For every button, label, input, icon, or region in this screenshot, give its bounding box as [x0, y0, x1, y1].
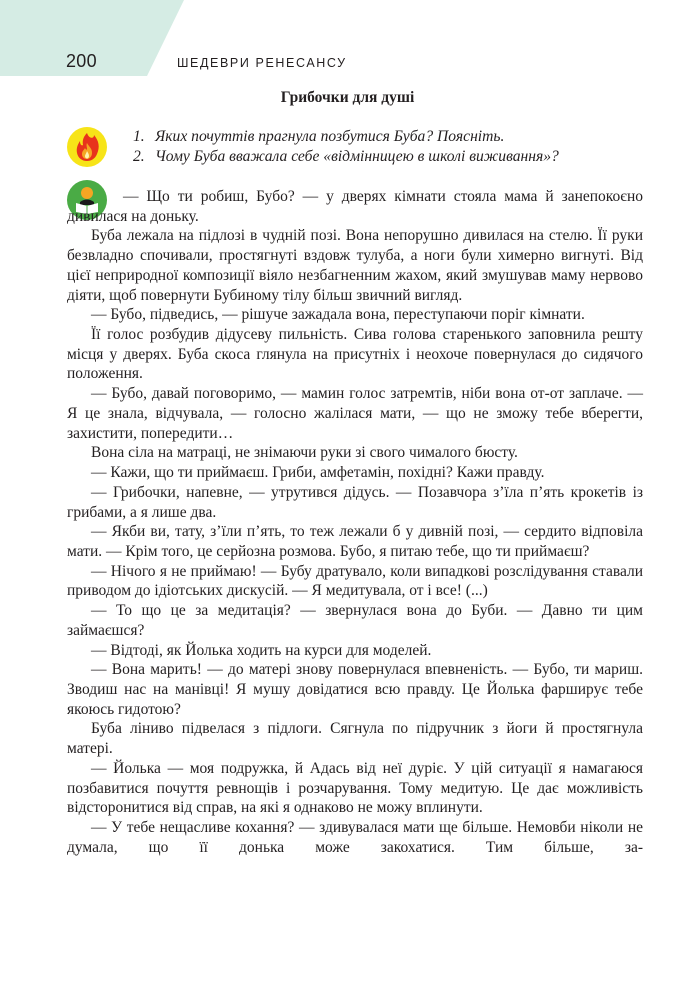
paragraph: — Бубо, давай поговоримо, — мамин голос затремтів, ніби вона от-от заплаче. — Я це знала, відчувала, — голосно жалілася мати, — що не зможу тебе вберегти, захистити, попередити…	[67, 385, 643, 442]
page-number: 200	[66, 51, 97, 71]
question-item	[133, 147, 559, 167]
question-number: 2.	[133, 148, 145, 165]
question-text: Яких почуттів прагнула позбутися Буба? Поясніть.	[155, 128, 505, 145]
paragraph: — Нічого я не приймаю! — Бубу дратувало, коли випадкові розслідування ставали приводом до ідіотських дискусій. — Я медитувала, от і все! (...)	[67, 562, 643, 600]
question-text: Чому Буба вважала себе «відмінницею в школі виживання»?	[155, 148, 559, 165]
paragraph: — Йолька — моя подружка, й Адась від неї дуріє. У цій ситуації я намагаюся позбавитися почуття ревнощів і розчарування. Тому медитую. Це дає можливість відсторонитися від справ, на які я однаково не можу вплинути.	[67, 759, 643, 817]
paragraph: Буба ліниво підвелася з підлоги. Сягнула по підручник з йоги й простягнула матері.	[67, 720, 643, 758]
paragraph: — Якби ви, тату, з’їли п’ять, то теж лежали б у дивній позі, — сердито відповіла мати. — Крім того, це серйозна розмова. Бубо, я питаю тебе, що ти приймаєш?	[67, 523, 643, 560]
paragraph: — Відтоді, як Йолька ходить на курси для моделей.	[91, 641, 432, 659]
paragraph: Вона сіла на матраці, не знімаючи руки зі свого чималого бюсту.	[91, 444, 518, 462]
paragraph: — У тебе нещасливе кохання? — здивувалася мати ще більше. Немовби ніколи не думала, що її донька може закохатися. Тим більше, за-	[67, 819, 643, 856]
story-text	[67, 187, 643, 857]
question-item	[133, 127, 559, 147]
paragraph: Її голос розбудив дідусеву пильність. Сива голова старенького заповнила решту місця у дверях. Буба скоса глянула на присутніх і неохоче повернулася до сидячого положення.	[67, 326, 643, 383]
section-title: Грибочки для душі	[280, 89, 415, 106]
paragraph: Буба лежала на підлозі в чудній позі. Вона непорушно дивилася на стелю. Її руки безвладно спочивали, простягнуті вздовж тулуба, а ноги були химерно вигнуті. Від цієї неприродної композиції віяло незбагненним жахом, який змушував маму нервово діяти, щоб повернути Бубиному тілу більш звичний вигляд.	[67, 227, 643, 304]
running-head: ШЕДЕВРИ РЕНЕСАНСУ	[177, 56, 347, 70]
paragraph: — Кажи, що ти приймаєш. Гриби, амфетамін, похідні? Кажи правду.	[91, 464, 545, 482]
questions-list	[133, 127, 559, 167]
fire-icon	[67, 127, 107, 167]
question-number: 1.	[133, 128, 145, 145]
paragraph: — То що це за медитація? — звернулася вона до Буби. — Давно ти цим займаєшся?	[67, 602, 643, 639]
paragraph: — Грибочки, напевне, — утрутився дідусь. — Позавчора з’їла п’ять крокетів із грибами, а я лише два.	[67, 483, 643, 521]
paragraph: — Бубо, підведись, — рішуче зажадала вона, переступаючи поріг кімнати.	[91, 306, 585, 324]
paragraph: — Що ти робиш, Бубо? — у дверях кімнати стояла мама й занепокоєно дивилася на доньку.	[67, 188, 643, 225]
paragraph: — Вона марить! — до матері знову повернулася впевненість. — Бубо, ти мариш. Зводиш нас на манівці! Я мушу довідатися всю правду. Це Йолька фарширує тебе якоюсь гидотою?	[67, 661, 643, 718]
